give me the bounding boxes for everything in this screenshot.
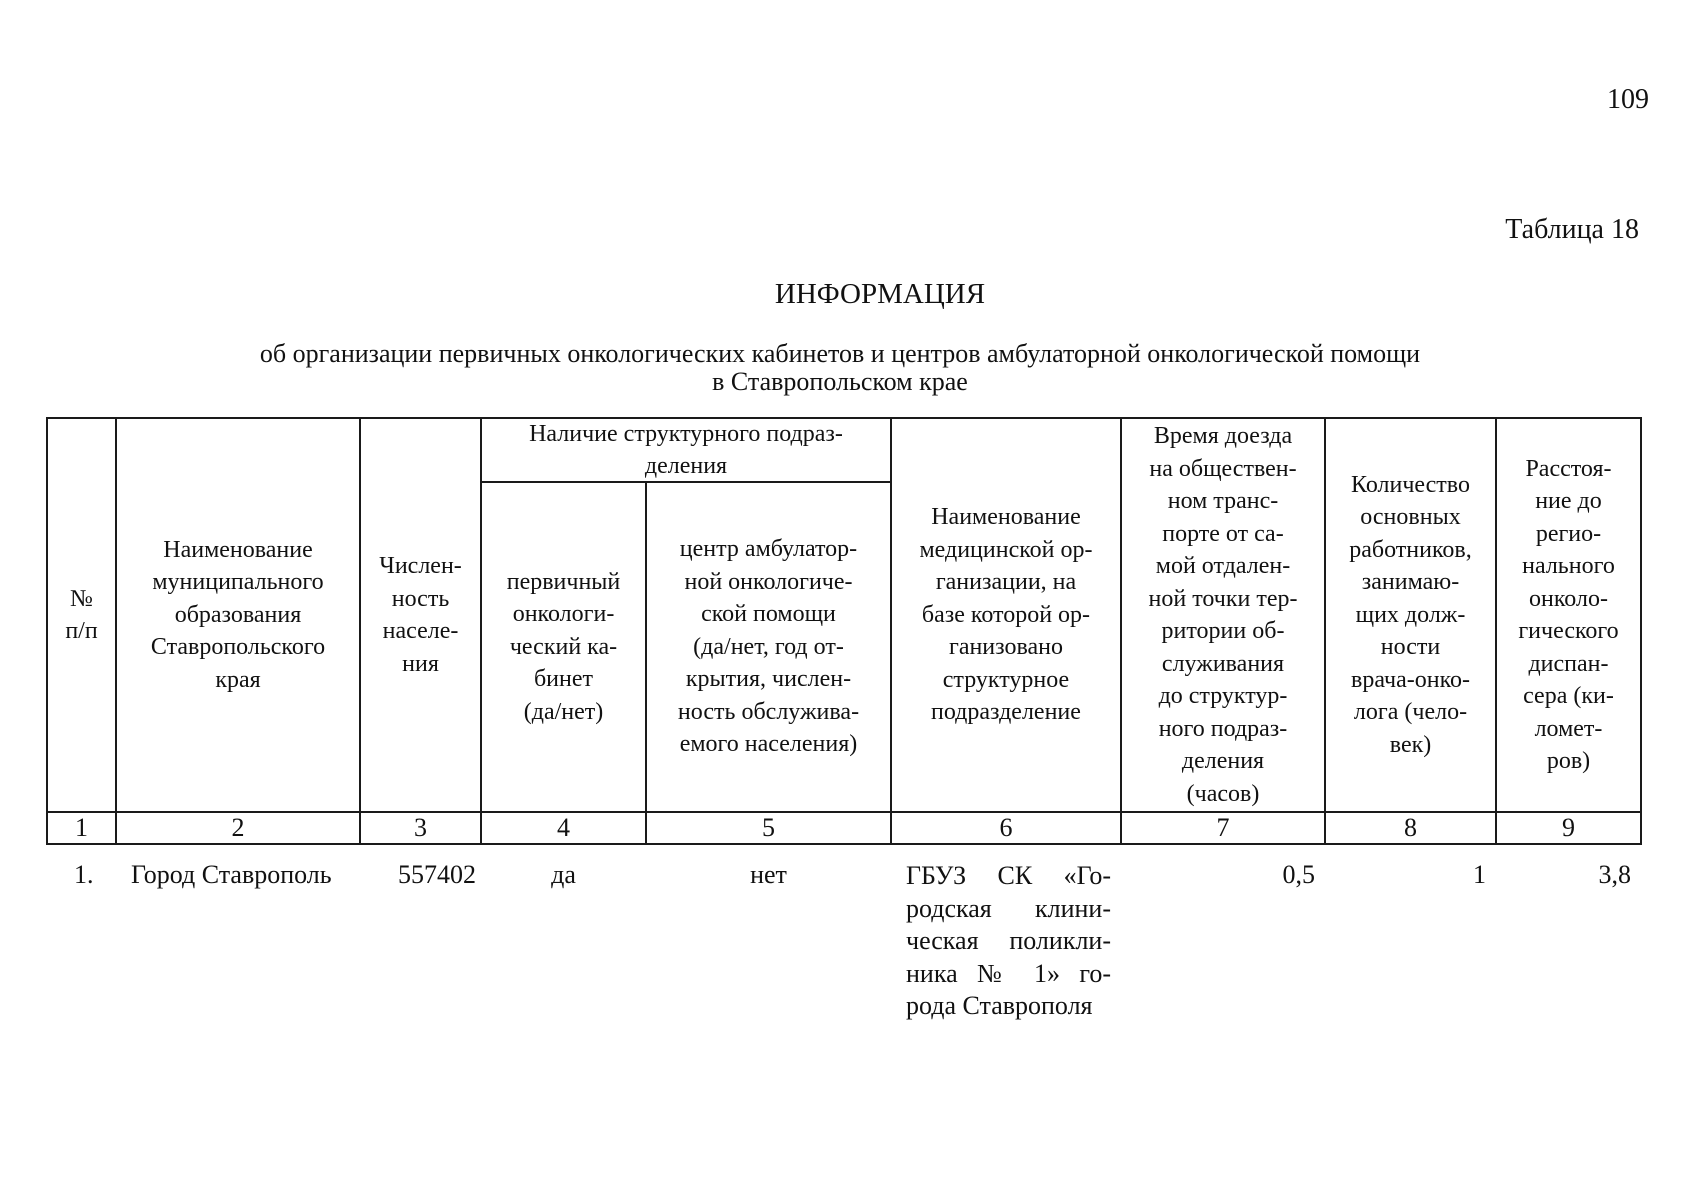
header-primary-cabinet: первичный онкологи- ческий ка- бинет (да/нет) [506, 568, 621, 725]
table-label: Таблица 18 [1505, 214, 1639, 245]
row-municipality: Город Ставрополь [131, 860, 332, 889]
column-number: 9 [1562, 813, 1575, 842]
subtitle-line: об организации первичных онкологических кабинетов и центров амбулаторной онкологической помощи [259, 339, 1421, 368]
header-population: Числен- ность населе- ния [379, 553, 462, 677]
column-number: 6 [999, 813, 1013, 842]
column-number: 7 [1216, 813, 1230, 842]
row-distance: 3,8 [1598, 860, 1631, 889]
column-number: 4 [557, 813, 570, 842]
row-organization: ГБУЗ СК «Го- родская клини- ческая поликли- ника № 1» го- рода Ставрополя [906, 861, 1111, 1020]
column-number: 5 [762, 813, 775, 842]
subtitle-line: в Ставропольском крае [712, 367, 968, 396]
column-number: 1 [75, 813, 88, 842]
header-outpatient-center: центр амбулатор- ной онкологиче- ской помощи (да/нет, год от- крытия, числен- ность обслужива- емого населения) [677, 536, 860, 758]
header-structural-unit-group: Наличие структурного подраз- деления [529, 420, 843, 479]
header-number: № п/п [65, 585, 98, 644]
row-number: 1. [74, 860, 94, 889]
header-staff-count: Количество основных работников, занимаю- щих долж- ности врача-онко- лога (чело- век) [1349, 471, 1472, 758]
row-cabinet: да [551, 860, 576, 889]
document-title: ИНФОРМАЦИЯ [774, 278, 986, 310]
header-distance: Расстоя- ние до регио- нального онколо- гического диспан- сера (ки- ломет- ров) [1518, 455, 1619, 774]
table-border-right [1640, 417, 1642, 845]
header-municipality: Наименование муниципального образования Ставропольского края [150, 536, 326, 693]
header-travel-time: Время доезда на обществен- ном транс- порте от са- мой отдален- ной точки тер- ритории об- служивания до структур- ного подраз- деления (часов) [1148, 423, 1298, 807]
header-organization: Наименование медицинской ор- ганизации, на базе которой ор- ганизовано структурное подразделение [919, 504, 1093, 726]
page-number: 109 [1607, 84, 1649, 115]
row-staff: 1 [1473, 860, 1486, 889]
row-center: нет [750, 860, 787, 889]
column-number: 2 [231, 813, 245, 842]
document-subtitle [190, 340, 1490, 396]
column-number: 3 [414, 813, 427, 842]
row-population: 557402 [398, 860, 476, 889]
column-number: 8 [1404, 813, 1417, 842]
row-travel-time: 0,5 [1282, 860, 1315, 889]
